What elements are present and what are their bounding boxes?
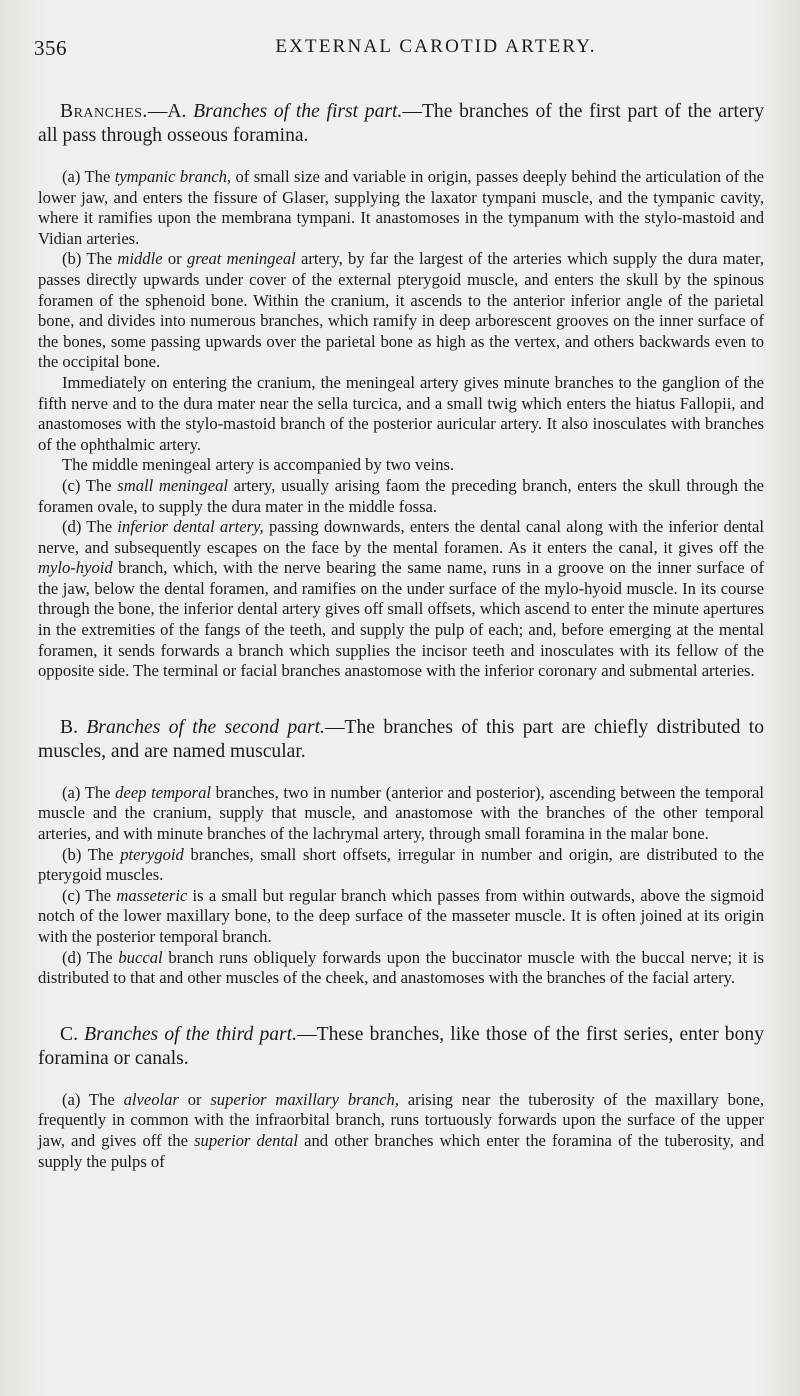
section-b xyxy=(38,716,764,989)
section-c xyxy=(38,1023,764,1172)
paragraph-middle-meningeal: (b) The middle or great meningeal artery, by far the largest of the arteries which supply the dura mater, passes directly upwards under cover of the external pterygoid muscle, and enters the skull by the spinous foramen of the sphenoid bone. Within the cranium, it ascends to the anterior inferior angle of the parietal bone, and divides into numerous branches, which ramify in deep arborescent grooves on the inner surface of the bones, some passing upwards over the parietal bone as high as the vertex, and others backwards even to the occipital bone. xyxy=(38,249,764,372)
section-b-heading: B. Branches of the second part.—The branches of this part are chiefly distributed to muscles, and are named muscular. xyxy=(38,716,764,762)
section-a xyxy=(38,100,764,682)
section-a-italic-title: Branches of the first part. xyxy=(193,101,403,122)
paragraph-inferior-dental: (d) The inferior dental artery, passing downwards, enters the dental canal along with the inferior dental nerve, and subsequently escapes on the face by the mental foramen. As it enters the canal, it gives off the mylo-hyoid branch, which, with the nerve bearing the same name, runs in a groove on the inner surface of the jaw, below the dental foramen, and ramifies on the under surface of the mylo-hyoid muscle. In its course through the bone, the inferior dental artery gives off small offsets, which ascend to enter the minute apertures in the extremities of the fangs of the teeth, and supply the pulp of each; and, before emerging at the mental foramen, it sends forwards a branch which supplies the incisor teeth and inosculates with its fellow of the opposite side. The terminal or facial branches anastomose with the inferior coronary and submental arteries. xyxy=(38,517,764,681)
running-head xyxy=(34,32,764,66)
section-b-italic-title: Branches of the second part. xyxy=(86,716,325,738)
running-title: EXTERNAL CAROTID ARTERY. xyxy=(275,36,597,57)
section-c-italic-title: Branches of the third part. xyxy=(84,1023,298,1045)
paragraph-small-meningeal: (c) The small meningeal artery, usually arising faom the preceding branch, enters the skull through the foramen ovale, to supply the dura mater in the middle fossa. xyxy=(38,475,764,516)
branches-caps: Branches. xyxy=(60,101,148,122)
paragraph-pterygoid: (b) The pterygoid branches, small short offsets, irregular in number and origin, are distributed to the pterygoid muscles. xyxy=(38,844,764,885)
section-c-heading: C. Branches of the third part.—These branches, like those of the first series, enter bony foramina or canals. xyxy=(38,1023,764,1069)
paragraph-deep-temporal: (a) The deep temporal branches, two in number (anterior and posterior), ascending between the temporal muscle and the cranium, supply that muscle, and anastomose with the branches of the other temporal arteries, and with minute branches of the lachrymal artery, through small foramina in the malar bone. xyxy=(38,782,764,844)
paragraph-meningeal-veins: The middle meningeal artery is accompanied by two veins. xyxy=(62,455,455,475)
paragraph-tympanic: (a) The tympanic branch, of small size and variable in origin, passes deeply behind the articulation of the lower jaw, and enters the fissure of Glaser, supplying the laxator tympani muscle, and the tympanic cavity, where it ramifies upon the membrana tympani. It anastomoses in the tympanum with the stylo-mastoid and Vidian arteries. xyxy=(38,167,764,248)
page-number: 356 xyxy=(34,36,67,60)
paragraph-buccal: (d) The buccal branch runs obliquely forwards upon the buccinator muscle with the buccal nerve; it is distributed to that and other muscles of the cheek, and anastomoses with the branches of the facial artery. xyxy=(38,947,764,988)
paragraph-alveolar: (a) The alveolar or superior maxillary branch, arising near the tuberosity of the maxillary bone, frequently in common with the infraorbital branch, runs tortuously forwards upon the surface of the upper jaw, and gives off the superior dental and other branches which enter the foramina of the tuberosity, and supply the pulps of xyxy=(38,1089,765,1171)
paragraph-masseteric: (c) The masseteric is a small but regular branch which passes from within outwards, above the sigmoid notch of the lower maxillary bone, to the deep surface of the masseter muscle. It is often joined at its origin with the posterior temporal branch. xyxy=(38,885,764,946)
paragraph-meningeal-branches: Immediately on entering the cranium, the meningeal artery gives minute branches to the ganglion of the fifth nerve and to the dura mater near the sella turcica, and a small twig which enters the hiatus Fallopii, and anastomoses with the stylo-mastoid branch of the posterior auricular artery. It also inosculates with branches of the ophthalmic artery. xyxy=(38,372,764,454)
section-a-heading: Branches.—A. Branches of the first part.—The branches of the first part of the artery all pass through osseous foramina. xyxy=(38,101,764,146)
